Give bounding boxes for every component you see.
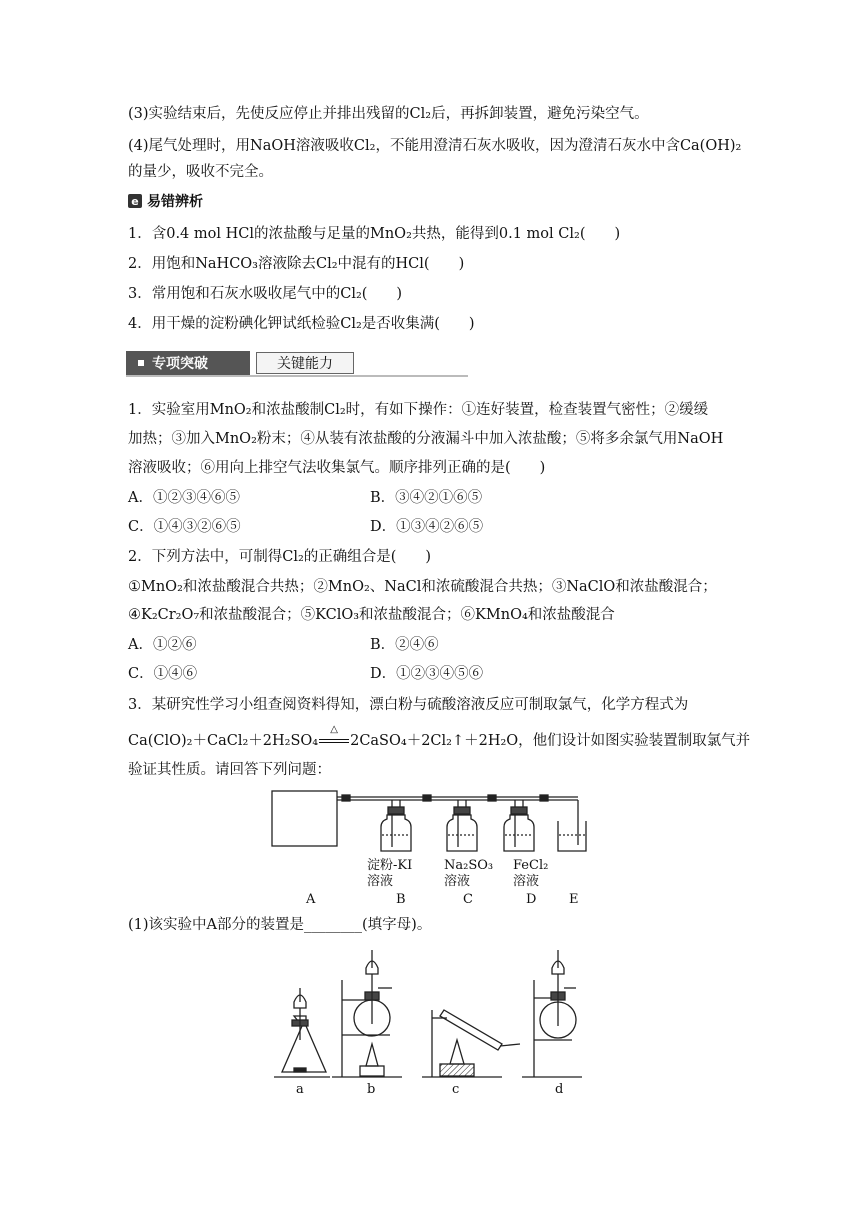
bottle-d-label-1: FeCl₂ [513, 858, 549, 873]
bottle-b-label-1: 淀粉-KI [367, 858, 413, 873]
eq-arrow [318, 724, 350, 751]
eq-right: 2CaSO₄＋2Cl₂↑＋2H₂O，他们设计如图实验装置制取氯气并 [350, 733, 751, 749]
apparatus-letter-e: E [569, 892, 579, 907]
q1-option-b: B．③④②①⑥⑤ [370, 490, 483, 506]
q1-option-d: D．①③④②⑥⑤ [370, 519, 484, 535]
setup-letter-a: a [296, 1082, 304, 1097]
intro-p4-line2: 的量少，吸收不完全。 [128, 164, 273, 180]
banner-sub: 关键能力 [256, 352, 354, 374]
q2-option-a: A．①②⑥ [128, 637, 197, 653]
eq-left: Ca(ClO)₂＋CaCl₂＋2H₂SO₄ [128, 733, 319, 749]
apparatus-letter-a: A [306, 892, 316, 907]
heat-symbol: △ [330, 724, 338, 735]
pitfalls-title: 易错辨析 [147, 194, 203, 210]
pitfalls-tag-icon: e [128, 194, 142, 208]
q3-equation [128, 724, 751, 751]
q1-option-a: A．①②③④⑥⑤ [128, 490, 240, 506]
banner-rule [126, 375, 468, 377]
setup-options-diagram [272, 940, 602, 1080]
intro-p4-line1: (4)尾气处理时，用NaOH溶液吸收Cl₂，不能用澄清石灰水吸收，因为澄清石灰水中含Ca(OH)₂ [128, 138, 742, 154]
section-banner [126, 349, 468, 377]
q3-line1: 3．某研究性学习小组查阅资料得知，漂白粉与硫酸溶液反应可制取氯气，化学方程式为 [128, 697, 689, 713]
q2-line3: ④K₂Cr₂O₇和浓盐酸混合；⑤KClO₃和浓盐酸混合；⑥KMnO₄和浓盐酸混合 [128, 607, 615, 623]
q2-line1: 2．下列方法中，可制得Cl₂的正确组合是( ) [128, 549, 432, 565]
q1-line3: 溶液吸收；⑥用向上排空气法收集氯气。顺序排列正确的是( ) [128, 460, 546, 476]
pitfall-item-1: 1．含0.4 mol HCl的浓盐酸与足量的MnO₂共热，能得到0.1 mol Cl₂( ) [128, 226, 621, 242]
bottle-c-label-1: Na₂SO₃ [444, 858, 494, 873]
q3-sub1: (1)该实验中A部分的装置是________(填字母)。 [128, 917, 432, 933]
q2-option-c: C．①④⑥ [128, 666, 198, 682]
apparatus-letter-c: C [463, 892, 473, 907]
q1-line2: 加热；③加入MnO₂粉末；④从装有浓盐酸的分液漏斗中加入浓盐酸；⑤将多余氯气用NaOH [128, 431, 724, 447]
pitfall-item-3: 3．常用饱和石灰水吸收尾气中的Cl₂( ) [128, 286, 403, 302]
pitfall-item-2: 2．用饱和NaHCO₃溶液除去Cl₂中混有的HCl( ) [128, 256, 465, 272]
pitfall-item-4: 4．用干燥的淀粉碘化钾试纸检验Cl₂是否收集满( ) [128, 316, 475, 332]
q2-line2: ①MnO₂和浓盐酸混合共热；②MnO₂、NaCl和浓硫酸混合共热；③NaClO和浓盐酸混合； [128, 579, 717, 595]
apparatus-letter-b: B [396, 892, 406, 907]
pitfalls-header [128, 191, 203, 211]
bottle-b-label-2: 溶液 [367, 874, 394, 889]
apparatus-diagram [270, 785, 600, 865]
apparatus-letter-d: D [526, 892, 537, 907]
q3-line3: 验证其性质。请回答下列问题： [128, 762, 331, 778]
setup-letter-c: c [452, 1082, 460, 1097]
banner-main-label: 专项突破 [152, 356, 208, 372]
q2-option-d: D．①②③④⑤⑥ [370, 666, 484, 682]
q2-option-b: B．②④⑥ [370, 637, 439, 653]
setup-letter-b: b [367, 1082, 376, 1097]
q1-option-c: C．①④③②⑥⑤ [128, 519, 241, 535]
q1-line1: 1．实验室用MnO₂和浓盐酸制Cl₂时，有如下操作：①连好装置，检查装置气密性；②缓缓 [128, 402, 709, 418]
intro-p3: (3)实验结束后，先使反应停止并排出残留的Cl₂后，再拆卸装置，避免污染空气。 [128, 106, 649, 122]
setup-letter-d: d [555, 1082, 564, 1097]
banner-main [126, 351, 250, 375]
bottle-c-label-2: 溶液 [444, 874, 471, 889]
bottle-d-label-2: 溶液 [513, 874, 540, 889]
